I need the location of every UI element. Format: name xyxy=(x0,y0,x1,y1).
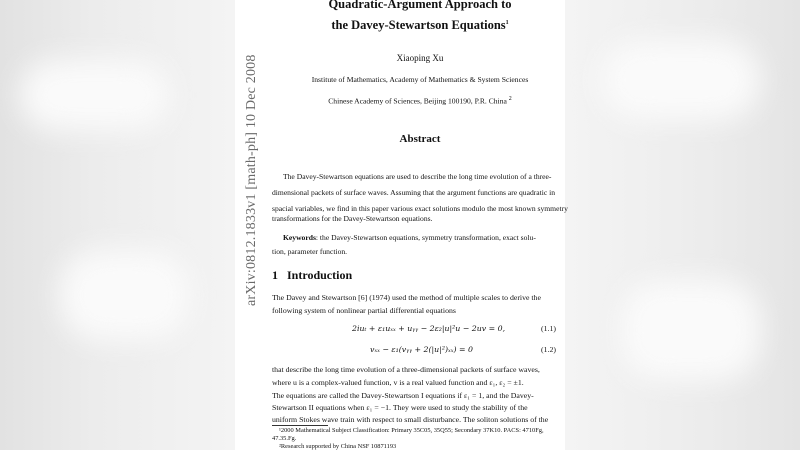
background-blur xyxy=(600,40,760,120)
footnote-rule xyxy=(272,425,328,426)
background-blur xyxy=(620,280,760,380)
background-blur xyxy=(60,250,190,340)
abstract-line: The Davey-Stewartson equations are used to describe the long time evolution of a three- xyxy=(283,172,552,181)
abstract-line: transformations for the Davey-Stewartson equations. xyxy=(272,214,433,223)
footnote: ²Research supported by China NSF 10871193 xyxy=(279,443,397,450)
affiliation-line1: Institute of Mathematics, Academy of Mathematics & System Sciences xyxy=(311,75,529,84)
paper-title-line2: the Davey-Stewartson Equations$^1$ xyxy=(331,18,509,32)
equation-number: (1.2) xyxy=(541,345,556,354)
abstract-heading: Abstract xyxy=(399,133,441,145)
footnote: 47.35.Fg. xyxy=(272,435,297,442)
author-name: Xiaoping Xu xyxy=(396,53,444,63)
footnote: ¹2000 Mathematical Subject Classification: Primary 35C05, 35Q55; Secondary 37K10. PACS: 4710Fg, xyxy=(279,427,544,434)
arxiv-stamp: arXiv:0812.1833v1 [math-ph] 10 Dec 2008 xyxy=(244,54,259,306)
keywords-line1: Keywords: the Davey-Stewartson equations, symmetry transformation, exact solu- xyxy=(283,233,536,242)
paper-title-line1: Quadratic-Argument Approach to xyxy=(328,0,512,11)
intro-line: Stewartson II equations when ε₁ = −1. They were used to study the stability of the xyxy=(272,403,528,412)
equation-number: (1.1) xyxy=(541,324,556,333)
intro-line: uniform Stokes wave train with respect to small disturbance. The soliton solutions of the xyxy=(272,415,549,424)
abstract-line: spacial variables, we find in this paper various exact solutions modulo the most known symmetry xyxy=(272,204,568,213)
equation-1-1: 2iuₜ + ε₁uₓₓ + uᵧᵧ − 2ε₂|u|²u − 2uv = 0, xyxy=(352,324,506,333)
abstract-line: dimensional packets of surface waves. Assuming that the argument functions are quadratic in xyxy=(272,188,556,197)
intro-line: following system of nonlinear partial differential equations xyxy=(272,306,456,315)
intro-line: that describe the long time evolution of a three-dimensional packets of surface waves, xyxy=(272,365,540,374)
keywords-line2: tion, parameter function. xyxy=(272,247,348,256)
intro-line: where u is a complex-valued function, v is a real valued function and ε₁, ε₂ = ±1. xyxy=(272,378,524,387)
intro-line: The Davey and Stewartson [6] (1974) used the method of multiple scales to derive the xyxy=(272,293,541,302)
affiliation-line2: Chinese Academy of Sciences, Beijing 100190, P.R. China $^2$ xyxy=(328,96,512,106)
intro-line: The equations are called the Davey-Stewartson I equations if ε₁ = 1, and the Davey- xyxy=(272,391,534,400)
equation-1-2: vₓₓ − ε₁(vᵧᵧ + 2(|u|²)ₓₓ) = 0 xyxy=(370,345,474,354)
section-heading: 1 Introduction xyxy=(272,268,353,282)
background-blur xyxy=(20,60,170,130)
